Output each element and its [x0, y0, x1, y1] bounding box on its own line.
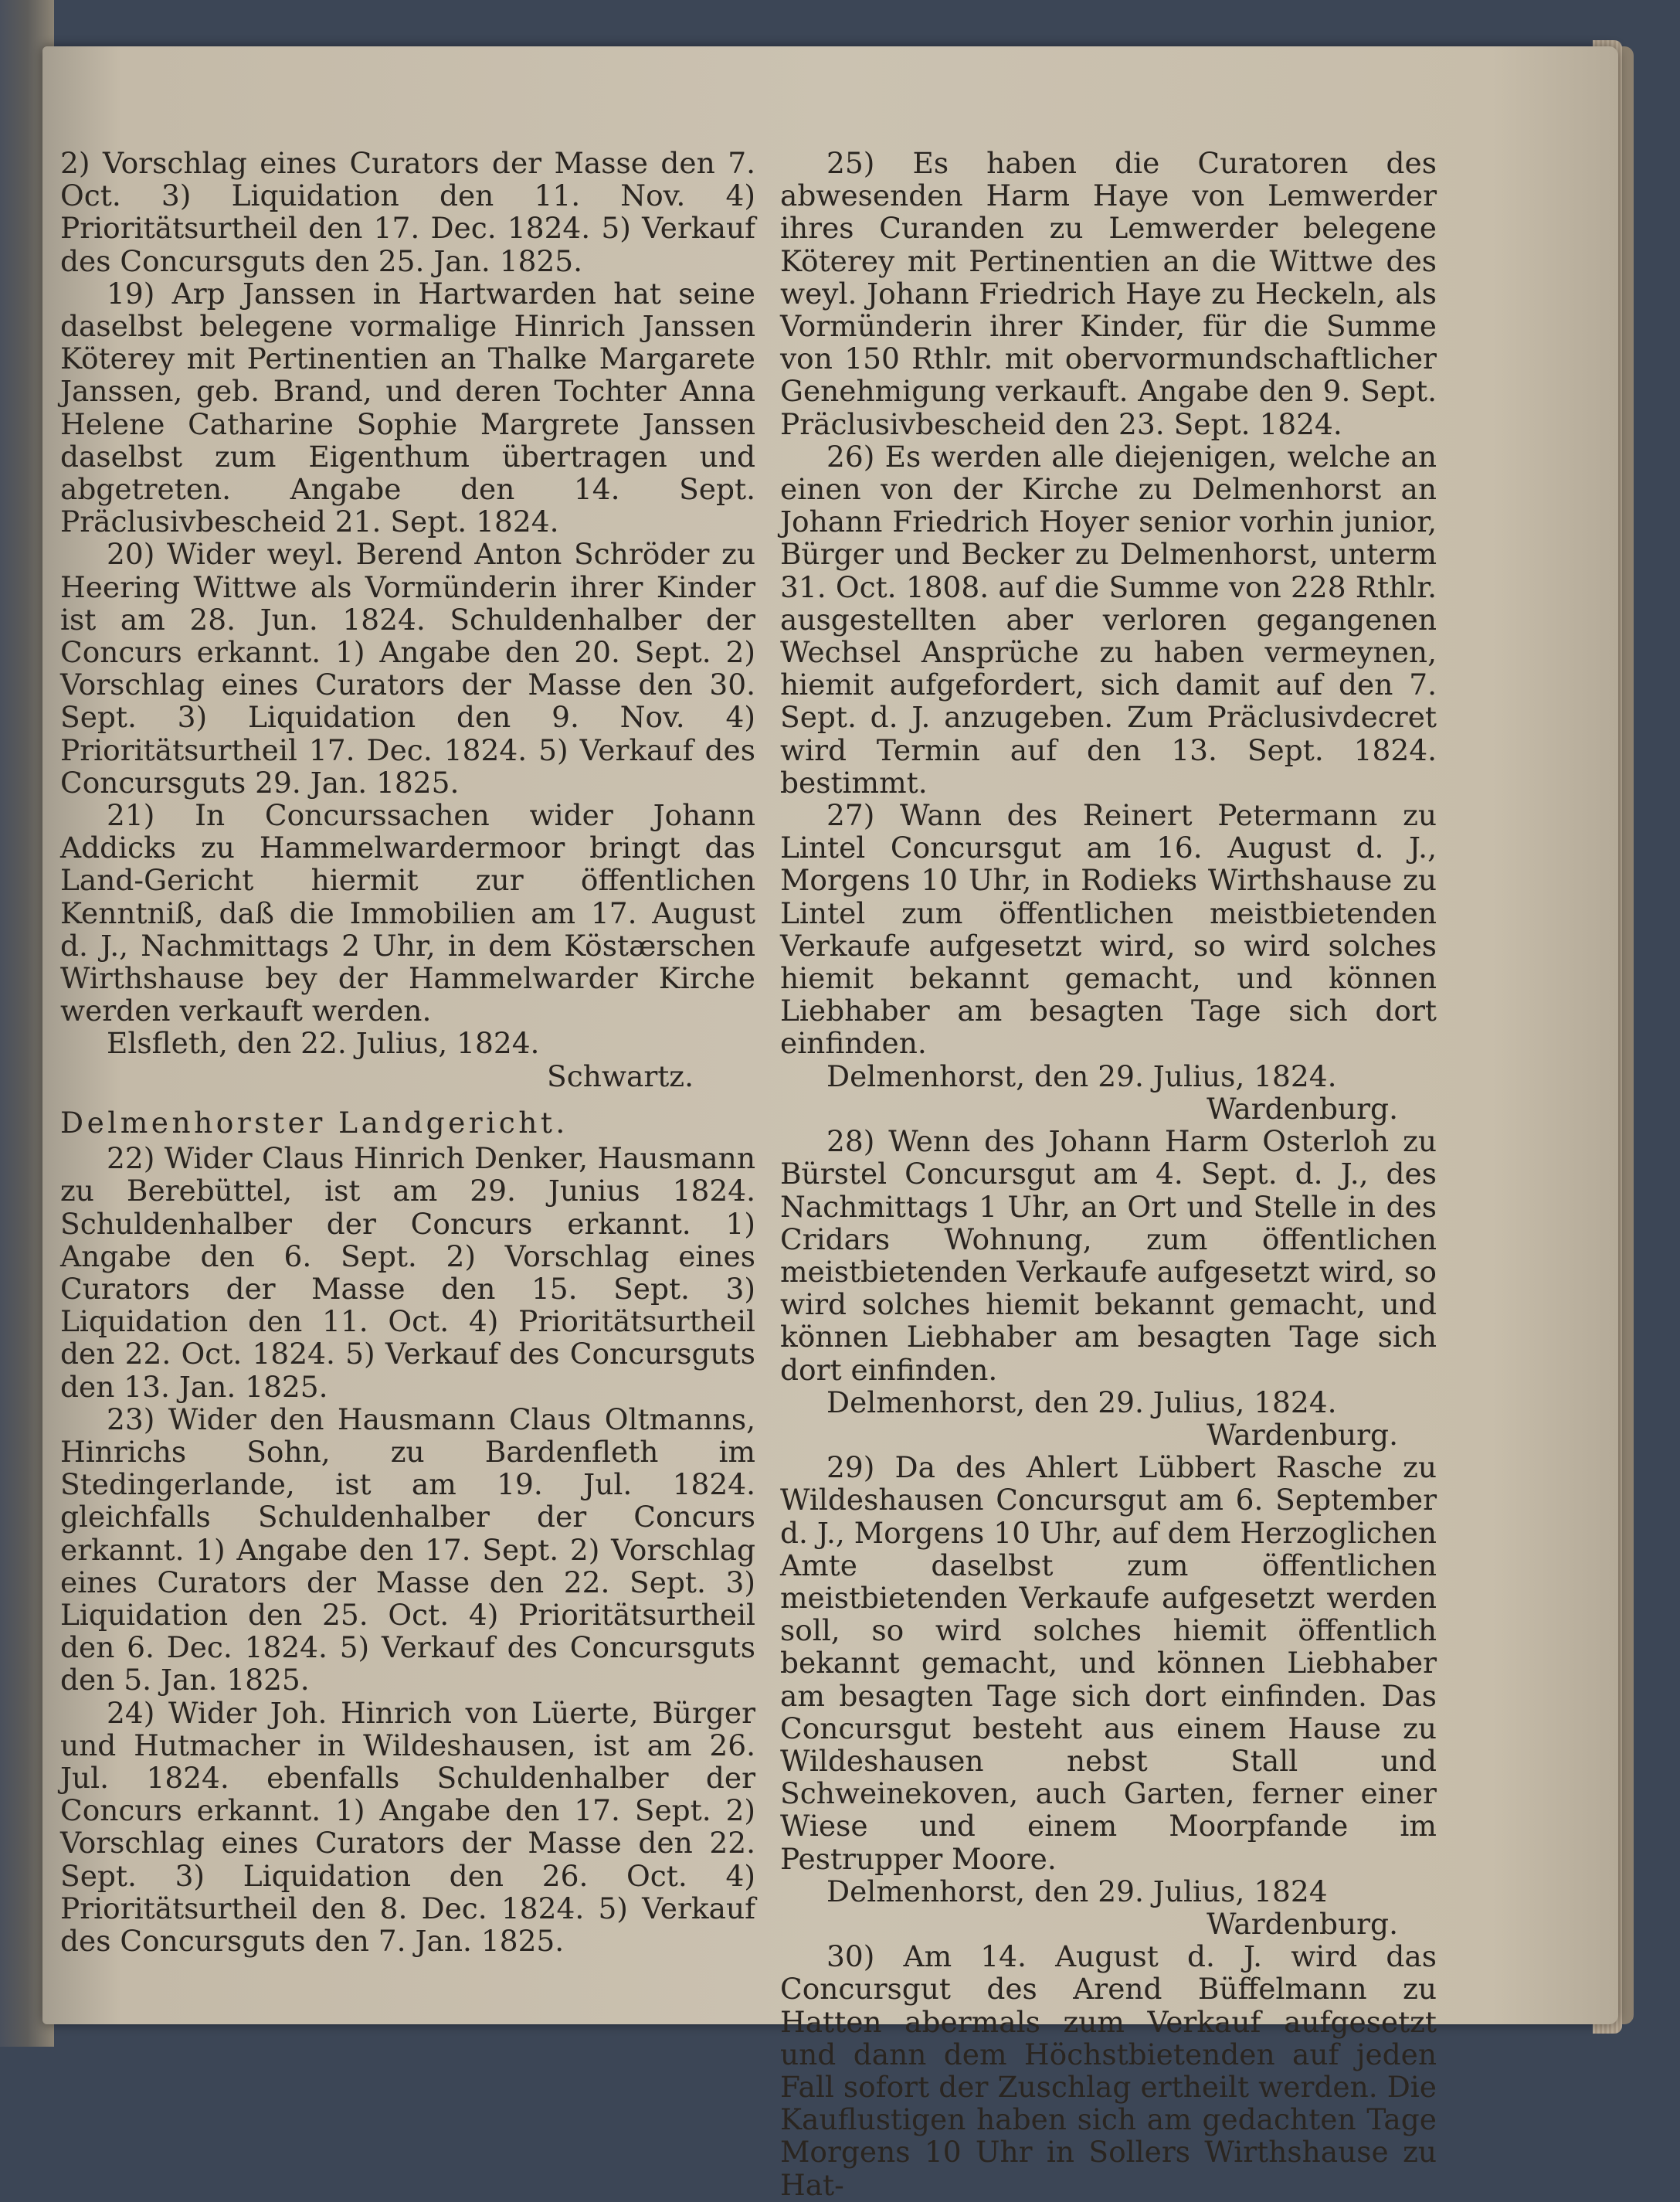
paragraph-19: 19) Arp Janssen in Hartwarden hat seine daselbst belegene vormalige Hinrich Janssen Köterey mit Pertinentien an Thalke Margarete Janssen, geb. Brand, und deren Tochter Anna Helene Catharine Sophie Margrete Janssen daselbst zum Eigenthum übertragen und abgetreten. Angabe den 14. Sept. Präclusivbescheid 21. Sept. 1824.: [60, 276, 755, 539]
place-date-28: Delmenhorst, den 29. Julius, 1824.: [826, 1385, 1337, 1419]
paragraph-28: 28) Wenn des Johann Harm Osterloh zu Bürstel Concursgut am 4. Sept. d. J., des Nachmittags 1 Uhr, an Ort und Stelle in des Cridars Wohnung, zum öffentlichen meistbietenden Verkaufe aufgesetzt wird, so wird solches hiemit bekannt gemacht, und können Liebhaber am besagten Tage sich dort einfinden.: [780, 1124, 1437, 1387]
paragraph-18-continued: 2) Vorschlag eines Curators der Masse den 7. Oct. 3) Liquidation den 11. Nov. 4) Prioritätsurtheil den 17. Dec. 1824. 5) Verkauf des Concursguts den 25. Jan. 1825.: [60, 146, 755, 278]
paragraph-22: 22) Wider Claus Hinrich Denker, Hausmann zu Berebüttel, ist am 29. Junius 1824. Schuldenhalber der Concurs erkannt. 1) Angabe den 6. Sept. 2) Vorschlag eines Curators der Masse den 15. Sept. 3) Liquidation den 11. Oct. 4) Prioritätsurtheil den 22. Oct. 1824. 5) Verkauf des Concursguts den 13. Jan. 1825.: [60, 1141, 755, 1404]
paragraph-23: 23) Wider den Hausmann Claus Oltmanns, Hinrichs Sohn, zu Bardenfleth im Stedingerlande, ist am 19. Jul. 1824. gleichfalls Schuldenhalber der Concurs erkannt. 1) Angabe den 17. Sept. 2) Vorschlag eines Curators der Masse den 22. Sept. 3) Liquidation den 25. Oct. 4) Prioritätsurtheil den 6. Dec. 1824. 5) Verkauf des Concursguts den 5. Jan. 1825.: [60, 1402, 755, 1697]
signature-27: Wardenburg.: [1207, 1091, 1398, 1126]
paragraph-25: 25) Es haben die Curatoren des abwesenden Harm Haye von Lemwerder ihres Curanden zu Lemwerder belegene Köterey mit Pertinentien an die Wittwe des weyl. Johann Friedrich Haye zu Heckeln, als Vormünderin ihrer Kinder, für die Summe von 150 Rthlr. mit obervormundschaftlicher Genehmigung verkauft. Angabe den 9. Sept. Präclusivbescheid den 23. Sept. 1824.: [780, 146, 1437, 441]
left-column: [60, 147, 755, 1957]
paragraph-20: 20) Wider weyl. Berend Anton Schröder zu Heering Wittwe als Vormünderin ihrer Kinder ist am 28. Jun. 1824. Schuldenhalber der Concurs erkannt. 1) Angabe den 20. Sept. 2) Vorschlag eines Curators der Masse den 30. Sept. 3) Liquidation den 9. Nov. 4) Prioritätsurtheil 17. Dec. 1824. 5) Verkauf des Concursguts 29. Jan. 1825.: [60, 537, 755, 800]
section-heading: Delmenhorster Landgericht.: [60, 1105, 568, 1140]
place-date-21: Elsfleth, den 22. Julius, 1824.: [107, 1026, 540, 1061]
page-stack-shadow: [1621, 46, 1634, 2024]
signature-28: Wardenburg.: [1207, 1417, 1398, 1452]
right-column: [780, 147, 1437, 2201]
paragraph-29: 29) Da des Ahlert Lübbert Rasche zu Wildeshausen Concursgut am 6. September d. J., Morgens 10 Uhr, auf dem Herzoglichen Amte daselbst zum öffentlichen meistbietenden Verkaufe aufgesetzt werden soll, so wird solches hiemit öffentlich bekannt gemacht, und können Liebhaber am besagten Tage sich dort einfinden. Das Concursgut besteht aus einem Hause zu Wildeshausen nebst Stall und Schweinekoven, auch Garten, ferner einer Wiese und einem Moorpfande im Pestrupper Moore.: [780, 1450, 1437, 1876]
paragraph-30: 30) Am 14. August d. J. wird das Concursgut des Arend Büffelmann zu Hatten abermals zum Verkauf aufgesetzt und dann dem Höchstbietenden auf jeden Fall sofort der Zuschlag ertheilt werden. Die Kauflustigen haben sich am gedachten Tage Morgens 10 Uhr in Sollers Wirthshause zu Hat-: [780, 1939, 1437, 2202]
paragraph-24: 24) Wider Joh. Hinrich von Lüerte, Bürger und Hutmacher in Wildeshausen, ist am 26. Jul. 1824. ebenfalls Schuldenhalber der Concurs erkannt. 1) Angabe den 17. Sept. 2) Vorschlag eines Curators der Masse den 22. Sept. 3) Liquidation den 26. Oct. 4) Prioritätsurtheil den 8. Dec. 1824. 5) Verkauf des Concursguts den 7. Jan. 1825.: [60, 1695, 755, 1958]
place-date-29: Delmenhorst, den 29. Julius, 1824: [826, 1874, 1328, 1908]
place-date-27: Delmenhorst, den 29. Julius, 1824.: [826, 1059, 1337, 1093]
paragraph-27: 27) Wann des Reinert Petermann zu Lintel Concursgut am 16. August d. J., Morgens 10 Uhr, in Rodieks Wirthshause zu Lintel zum öffentlichen meistbietenden Verkaufe aufgesetzt wird, so wird solches hiemit bekannt gemacht, und können Liebhaber am besagten Tage sich dort einfinden.: [780, 798, 1437, 1061]
signature-21: Schwartz.: [547, 1059, 694, 1093]
signature-29: Wardenburg.: [1207, 1906, 1398, 1941]
paragraph-21: 21) In Concurssachen wider Johann Addicks zu Hammelwardermoor bringt das Land-Gericht hiermit zur öffentlichen Kenntniß, daß die Immobilien am 17. August d. J., Nachmittags 2 Uhr, in dem Köstærschen Wirthshause bey der Hammelwarder Kirche werden verkauft werden.: [60, 798, 755, 1028]
paragraph-26: 26) Es werden alle diejenigen, welche an einen von der Kirche zu Delmenhorst an Johann Friedrich Hoyer senior vorhin junior, Bürger und Becker zu Delmenhorst, unterm 31. Oct. 1808. auf die Summe von 228 Rthlr. ausgestellten aber verloren gegangenen Wechsel Ansprüche zu haben vermeynen, hiemit aufgefordert, sich damit auf den 7. Sept. d. J. anzugeben. Zum Präclusivdecret wird Termin auf den 13. Sept. 1824. bestimmt.: [780, 439, 1437, 800]
